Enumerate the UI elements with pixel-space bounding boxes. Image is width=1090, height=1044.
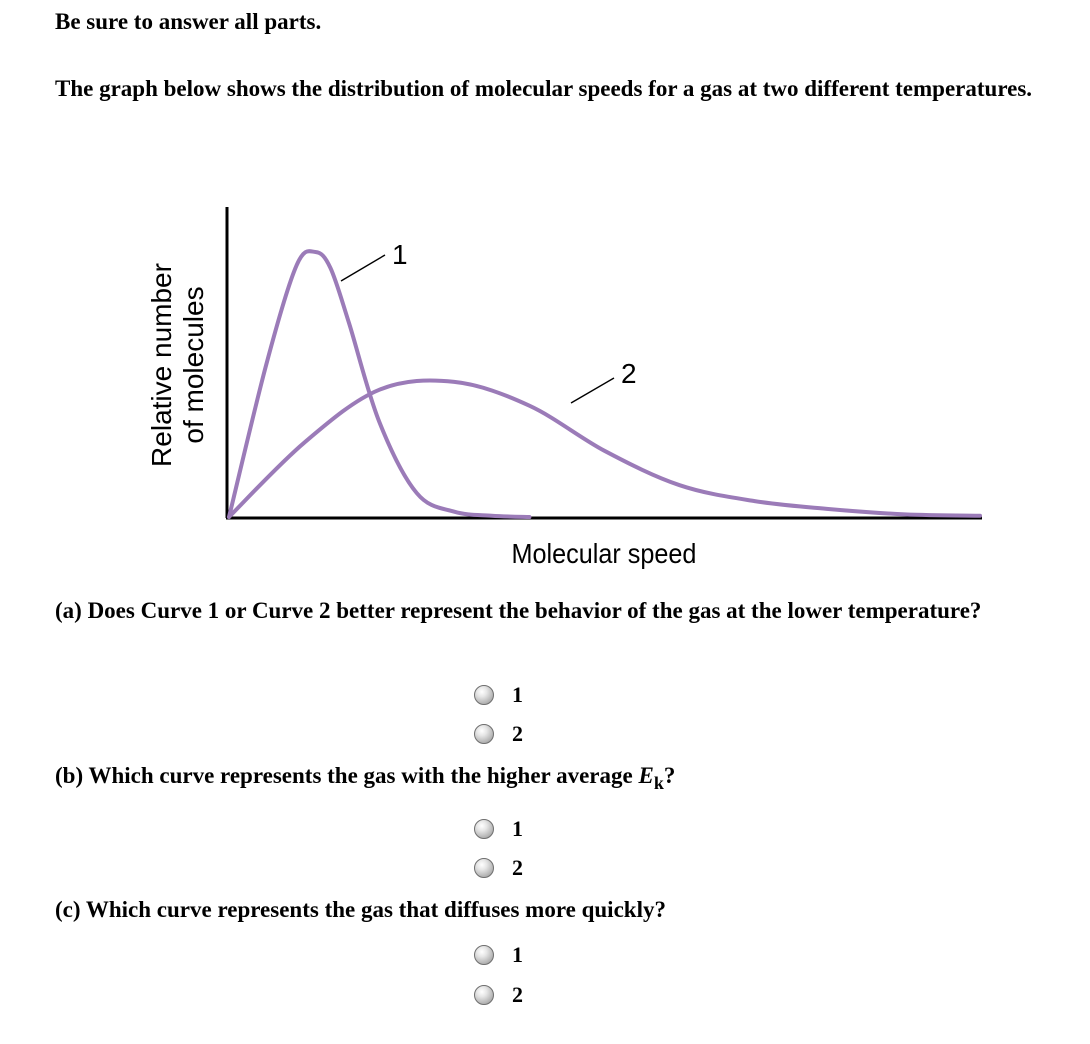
question-b bbox=[55, 757, 1015, 796]
curve-2-label: 2 bbox=[621, 358, 637, 389]
intro-text: The graph below shows the distribution of molecular speeds for a gas at two different temperatures. bbox=[55, 76, 1033, 101]
radio-button[interactable] bbox=[474, 945, 494, 965]
y-axis-label-line1: Relative number bbox=[146, 263, 177, 467]
curve-2-leader bbox=[571, 378, 614, 403]
question-c-option-2[interactable] bbox=[474, 982, 523, 1008]
question-a: (a) Does Curve 1 or Curve 2 better represent the behavior of the gas at the lower temperature? bbox=[55, 598, 982, 623]
question-a-option-2[interactable] bbox=[474, 721, 523, 747]
option-label: 2 bbox=[512, 982, 523, 1007]
curve-2 bbox=[229, 380, 980, 517]
question-a-option-1[interactable] bbox=[474, 682, 523, 708]
radio-button[interactable] bbox=[474, 685, 494, 705]
x-axis-label: Molecular speed bbox=[511, 538, 697, 569]
option-label: 1 bbox=[512, 682, 523, 707]
radio-button[interactable] bbox=[474, 858, 494, 878]
option-label: 1 bbox=[512, 816, 523, 841]
instructions: Be sure to answer all parts. bbox=[55, 9, 322, 34]
question-c: (c) Which curve represents the gas that diffuses more quickly? bbox=[55, 897, 666, 922]
question-b-subscript: k bbox=[653, 773, 664, 793]
radio-button[interactable] bbox=[474, 985, 494, 1005]
option-label: 2 bbox=[512, 721, 523, 746]
curve-1-label: 1 bbox=[392, 239, 408, 270]
curve-1 bbox=[229, 251, 529, 517]
option-label: 1 bbox=[512, 942, 523, 967]
question-b-end: ? bbox=[663, 763, 676, 788]
radio-button[interactable] bbox=[474, 819, 494, 839]
question-b-variable: E bbox=[638, 763, 654, 788]
question-b-option-1[interactable] bbox=[474, 816, 523, 842]
curve-1-leader bbox=[341, 255, 385, 281]
question-c-option-1[interactable] bbox=[474, 942, 523, 968]
option-label: 2 bbox=[512, 855, 523, 880]
question-b-option-2[interactable] bbox=[474, 855, 523, 881]
radio-button[interactable] bbox=[474, 724, 494, 744]
question-b-text: (b) Which curve represents the gas with the higher average bbox=[55, 763, 639, 788]
y-axis-label-line2: of molecules bbox=[178, 286, 209, 444]
